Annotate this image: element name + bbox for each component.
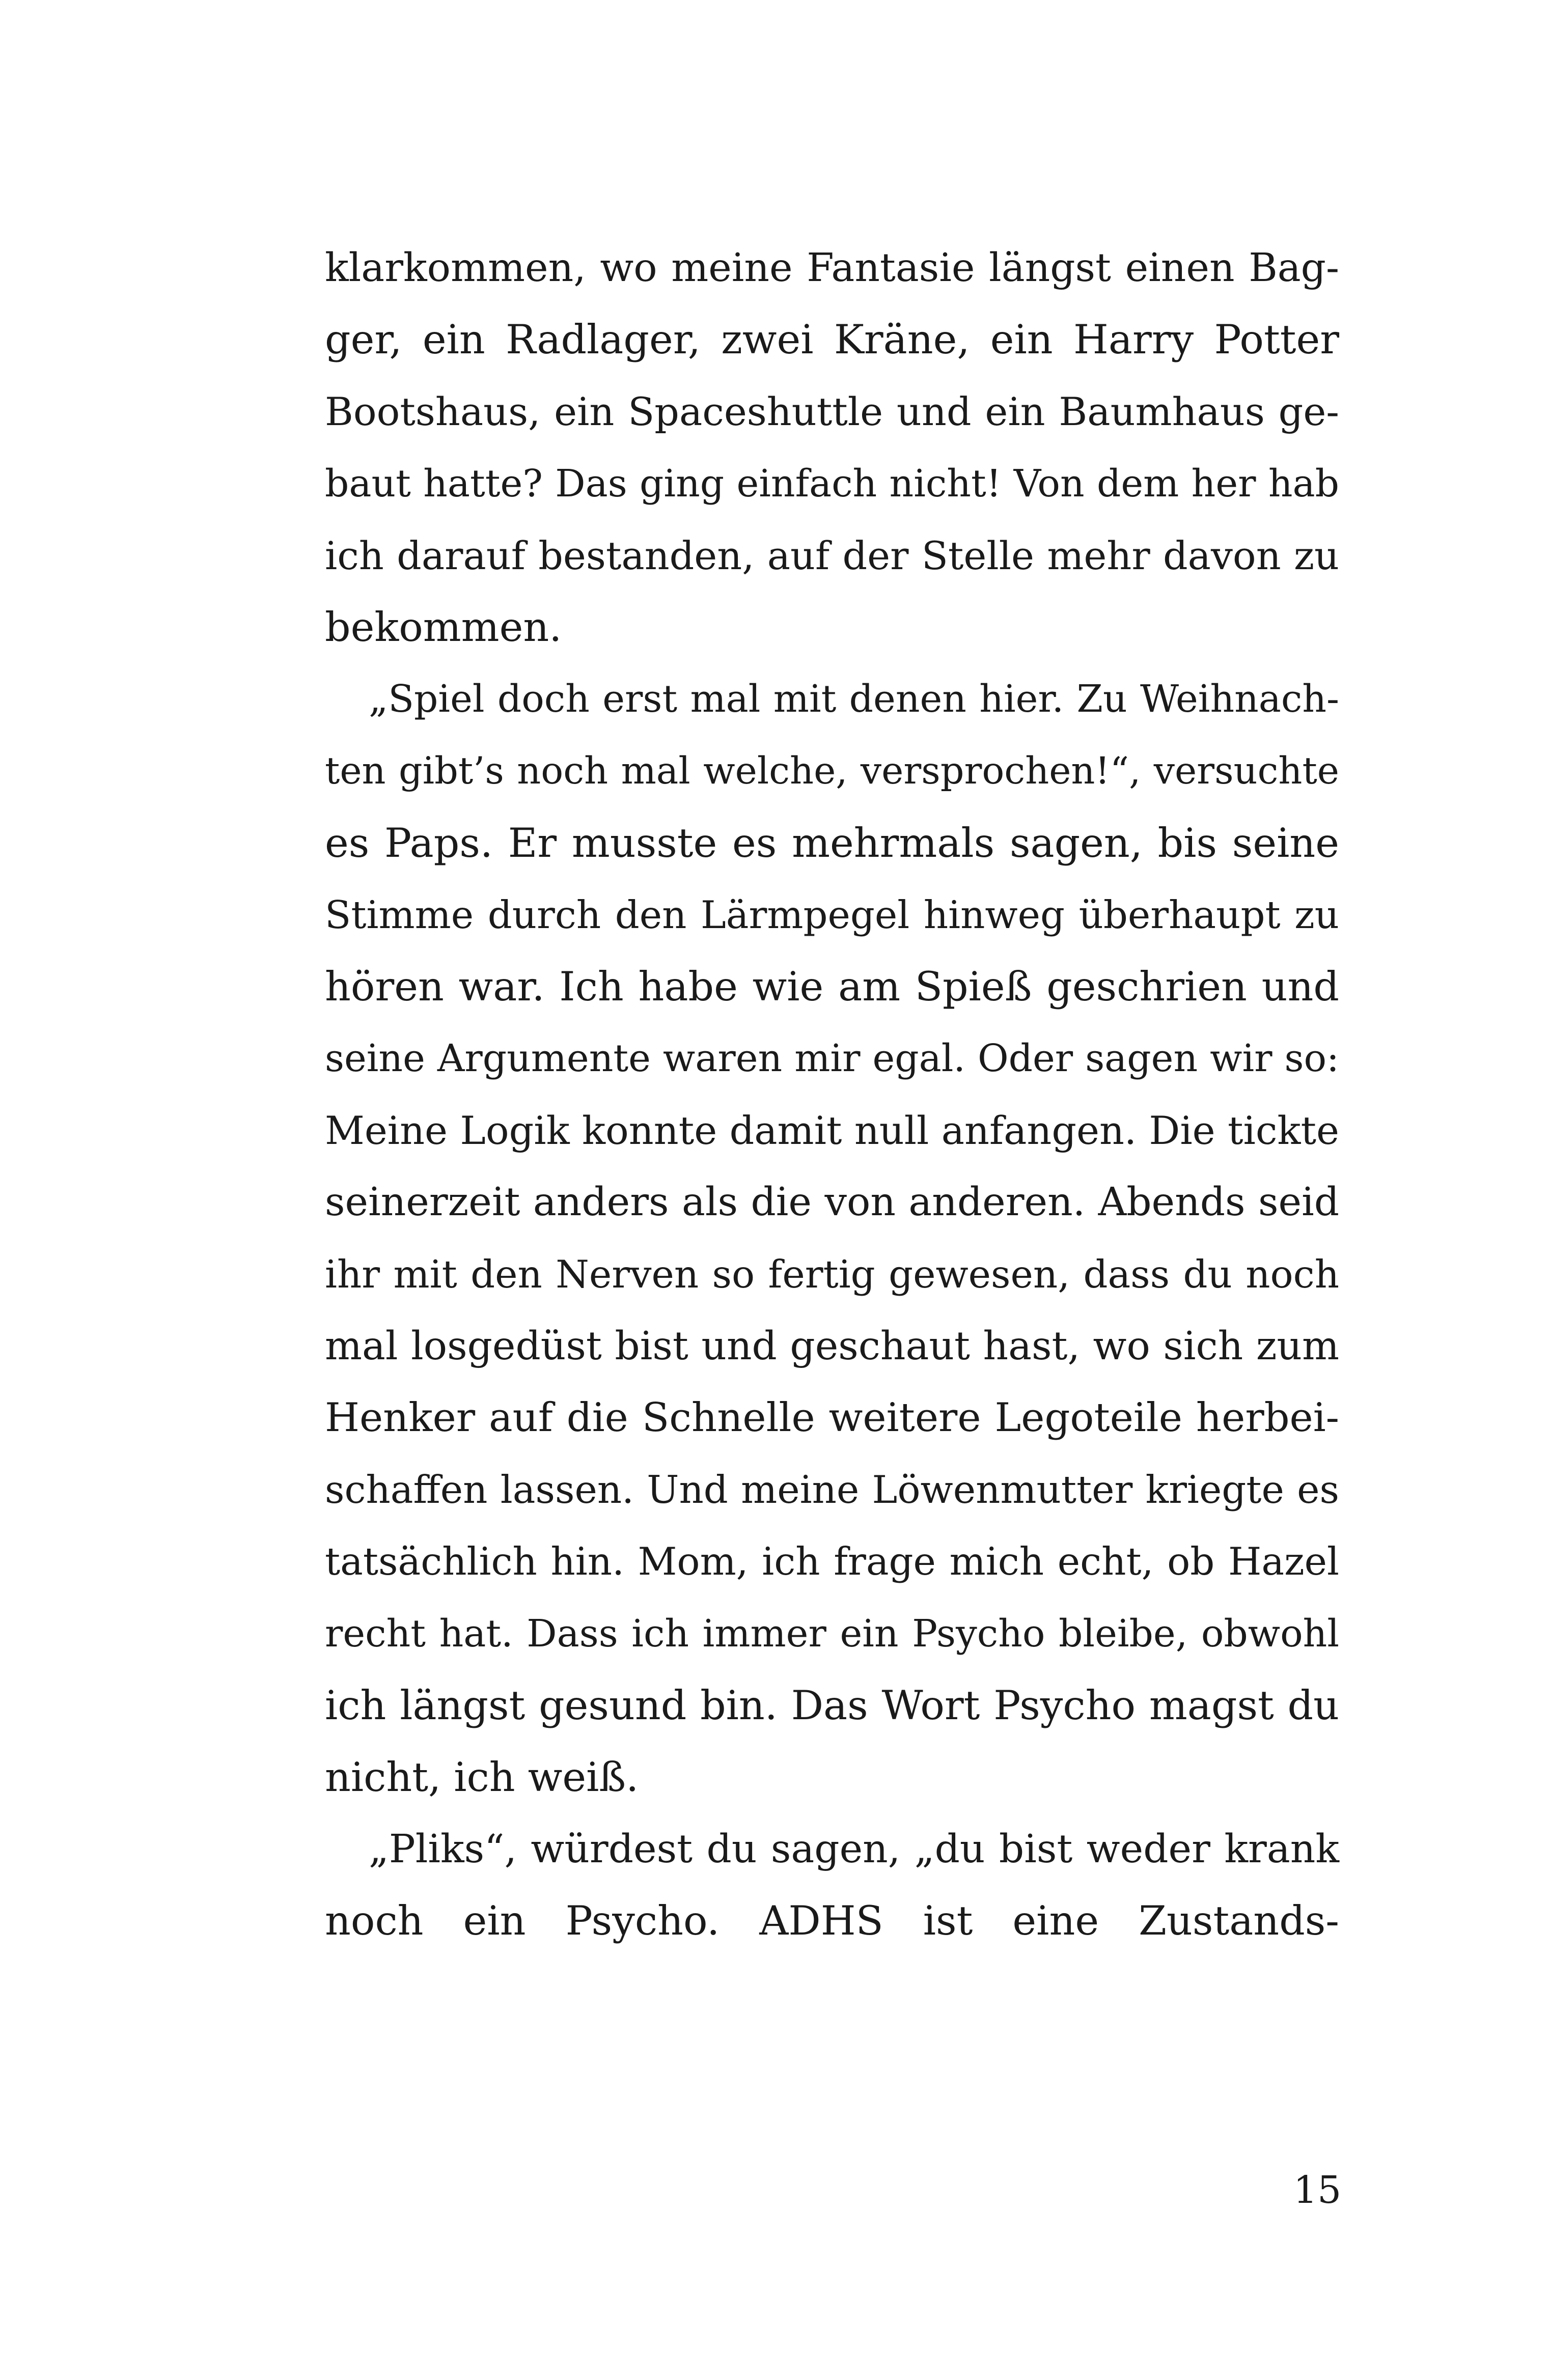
text-line: ihr mit den Nerven so fertig gewesen, dass du noch bbox=[325, 1251, 1339, 1297]
paragraph-2 bbox=[325, 663, 1339, 1813]
text-line: ich längst gesund bin. Das Wort Psycho magst du bbox=[325, 1682, 1339, 1729]
text-line: hören war. Ich habe wie am Spieß geschrien und bbox=[325, 963, 1339, 1010]
text-line: seinerzeit anders als die von anderen. Abends seid bbox=[325, 1180, 1339, 1225]
text-line: noch ein Psycho. ADHS ist eine Zustands- bbox=[325, 1897, 1339, 1945]
page-number: 15 bbox=[1293, 2168, 1342, 2212]
text-line: „Spiel doch erst mal mit denen hier. Zu Weihnach- bbox=[369, 677, 1339, 721]
text-line: Stimme durch den Lärmpegel hinweg überhaupt zu bbox=[325, 892, 1339, 937]
text-line: tatsächlich hin. Mom, ich frage mich echt, ob Hazel bbox=[325, 1539, 1339, 1584]
text-line: klarkommen, wo meine Fantasie längst einen Bag- bbox=[325, 245, 1339, 291]
body-text bbox=[325, 232, 1339, 1957]
text-line: bekommen. bbox=[325, 603, 562, 651]
text-line: es Paps. Er musste es mehrmals sagen, bis seine bbox=[325, 819, 1339, 866]
text-line: seine Argumente waren mir egal. Oder sagen wir so: bbox=[325, 1037, 1339, 1081]
text-line: schaffen lassen. Und meine Löwenmutter kriegte es bbox=[325, 1467, 1339, 1513]
text-line: ich darauf bestanden, auf der Stelle mehr davon zu bbox=[325, 533, 1339, 578]
text-line: recht hat. Dass ich immer ein Psycho bleibe, obwohl bbox=[325, 1611, 1339, 1656]
text-line: ten gibt’s noch mal welche, versprochen!“, versuchte bbox=[325, 749, 1339, 793]
text-line: mal losgedüst bist und geschaut hast, wo sich zum bbox=[325, 1323, 1339, 1369]
paragraph-1 bbox=[325, 232, 1339, 663]
text-line: Bootshaus, ein Spaceshuttle und ein Baumhaus ge- bbox=[325, 389, 1339, 435]
text-line: Meine Logik konnte damit null anfangen. Die tickte bbox=[325, 1108, 1339, 1154]
text-line: nicht, ich weiß. bbox=[325, 1753, 639, 1801]
paragraph-3 bbox=[325, 1813, 1339, 1957]
text-line: „Pliks“, würdest du sagen, „du bist weder krank bbox=[369, 1827, 1339, 1872]
text-line: baut hatte? Das ging einfach nicht! Von dem her hab bbox=[325, 461, 1339, 506]
text-line: Henker auf die Schnelle weitere Legoteile herbei- bbox=[325, 1395, 1339, 1441]
text-line: ger, ein Radlager, zwei Kräne, ein Harry Potter bbox=[325, 316, 1339, 363]
